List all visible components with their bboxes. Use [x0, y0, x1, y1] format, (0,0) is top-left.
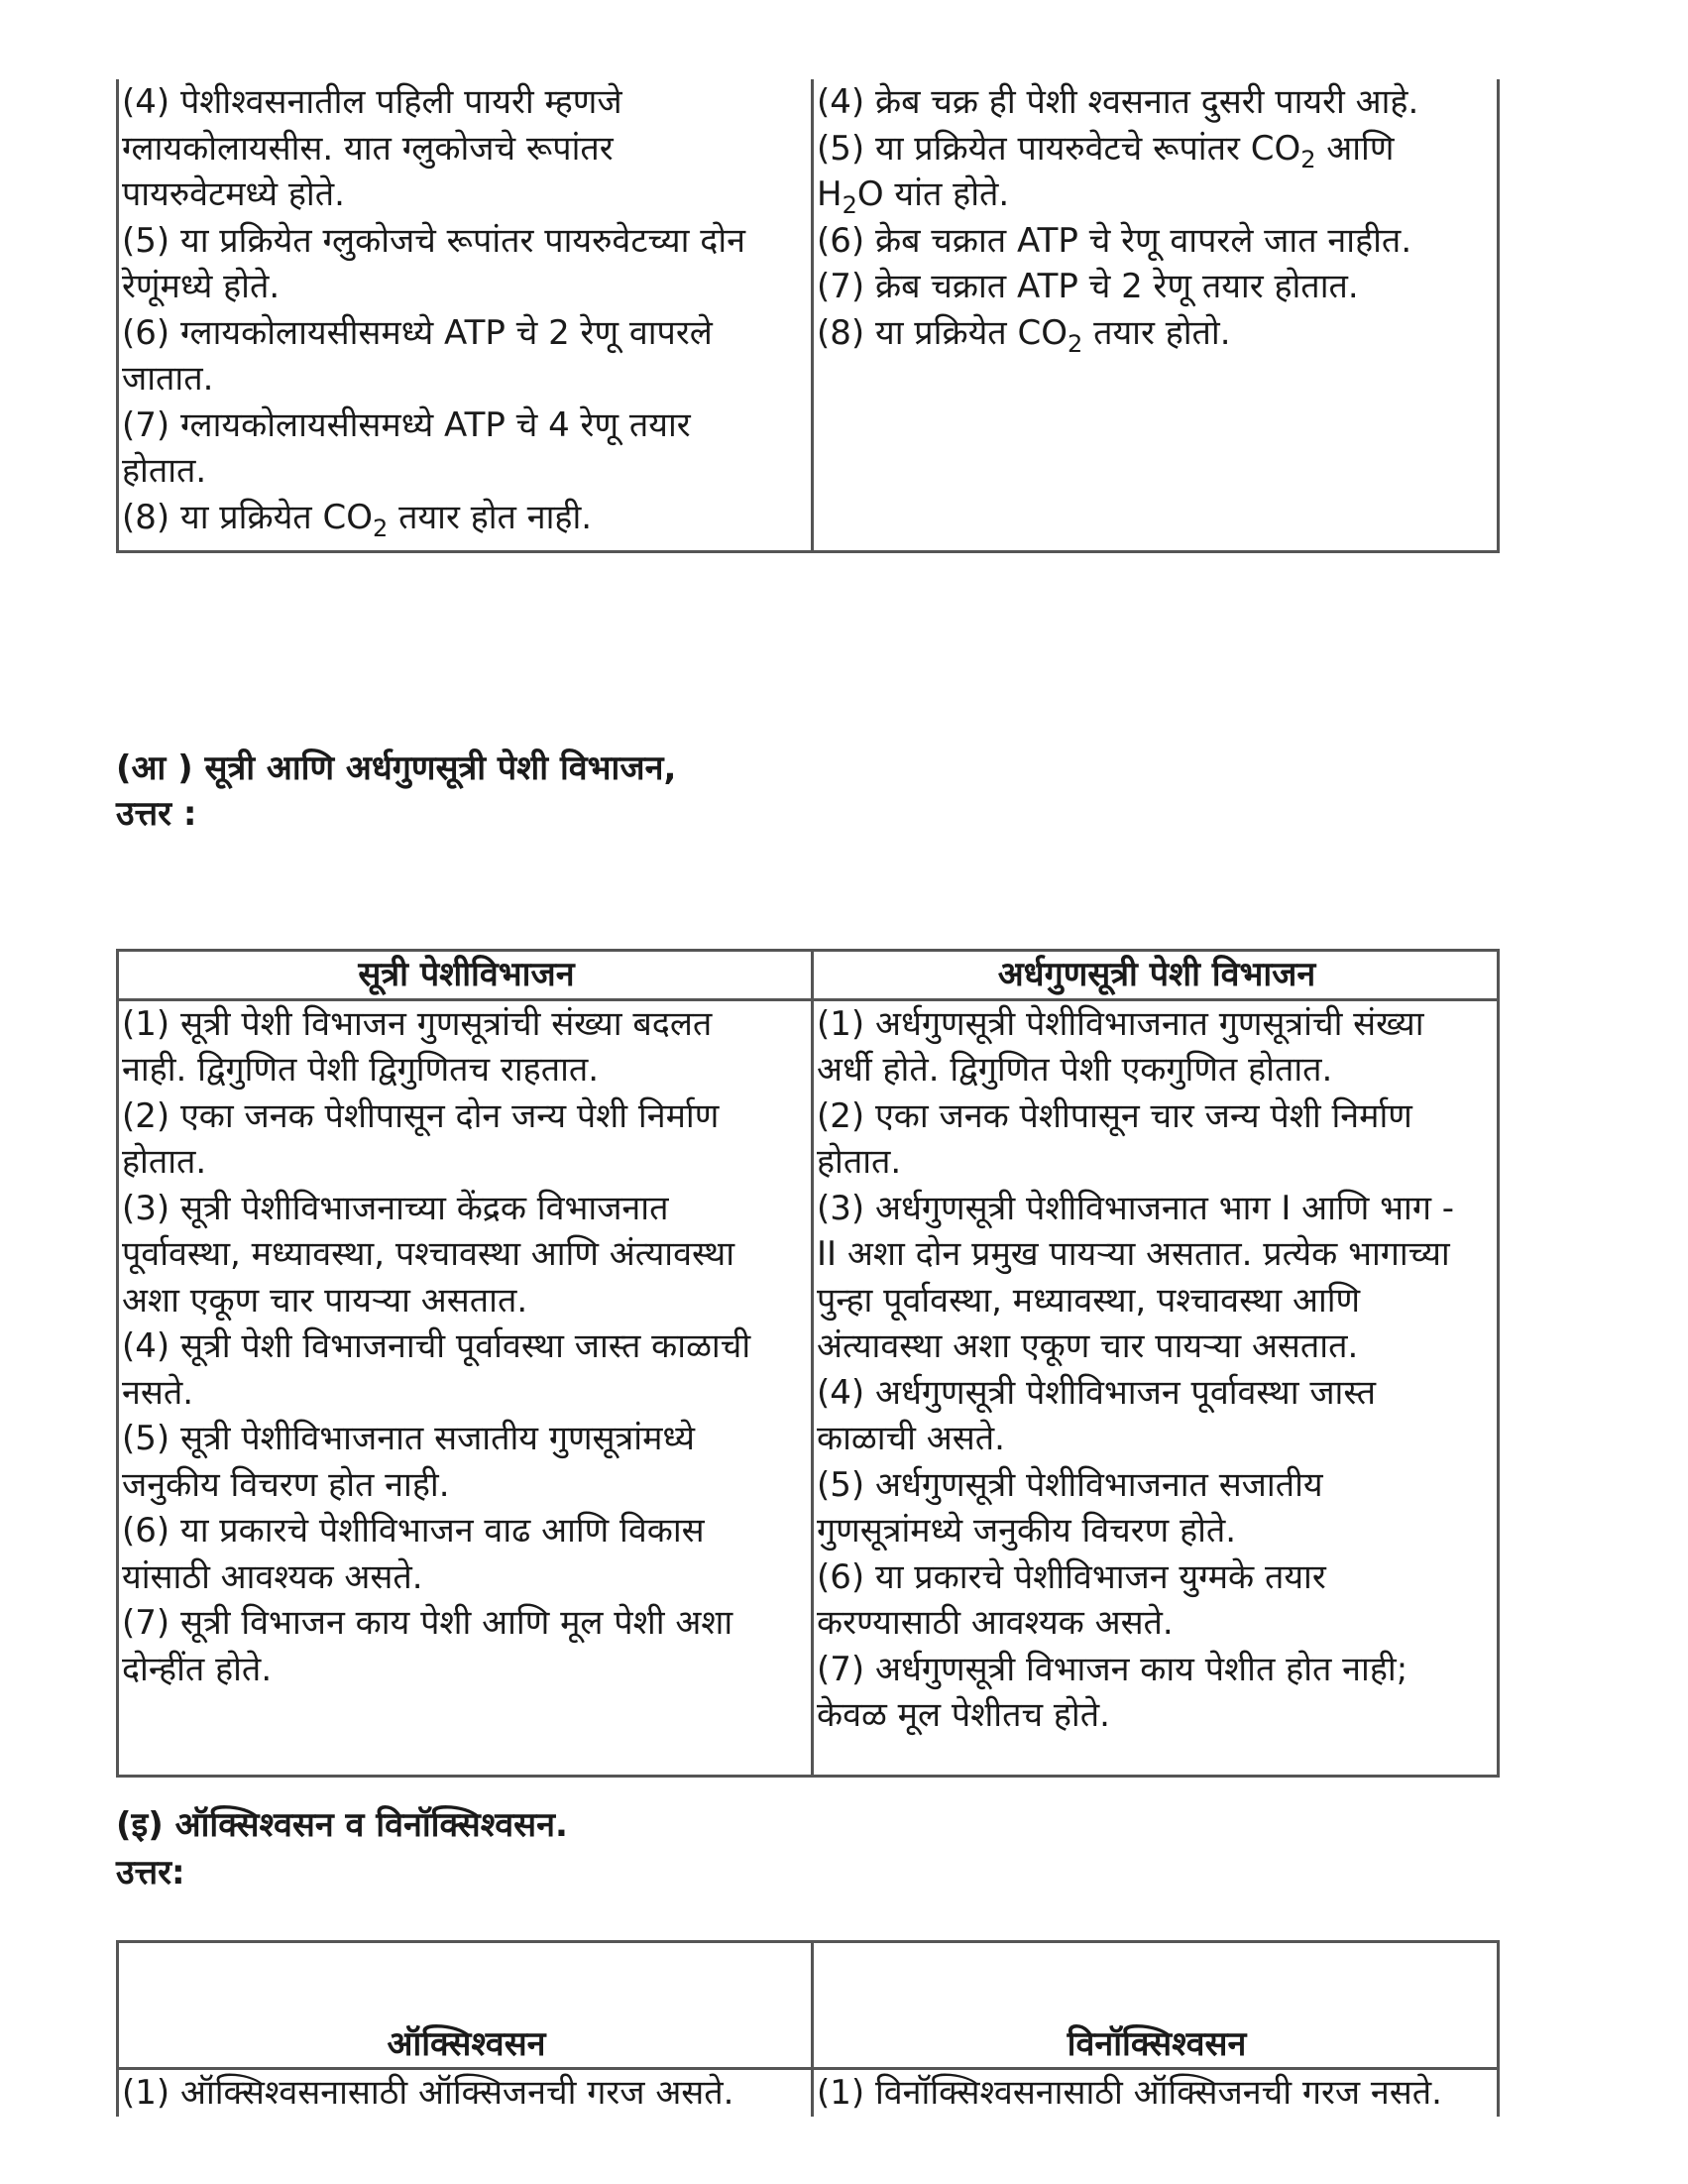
list-item: (5) अर्धगुणसूत्री पेशीविभाजनात सजातीय — [817, 1464, 1323, 1505]
list-item: ग्लायकोलायसीस. यात ग्लुकोजचे रूपांतर — [122, 128, 614, 169]
list-item: जनुकीय विचरण होत नाही. — [122, 1464, 450, 1505]
list-item: (2) एका जनक पेशीपासून चार जन्य पेशी निर्माण — [817, 1095, 1412, 1136]
table-row — [118, 79, 1499, 552]
list-item: (6) ग्लायकोलायसीसमध्ये ATP चे 2 रेणू वापरले — [122, 312, 713, 353]
column-header: विनॉक्सिश्वसन — [813, 1942, 1499, 2069]
list-item: (1) ऑक्सिश्वसनासाठी ऑक्सिजनची गरज असते. — [122, 2073, 734, 2113]
list-item: करण्यासाठी आवश्यक असते. — [817, 1603, 1174, 1643]
list-item: पूर्वावस्था, मध्यावस्था, पश्चावस्था आणि अंत्यावस्था — [122, 1234, 735, 1274]
answer-label: उत्तर: — [116, 1853, 185, 1893]
glycolysis-krebs-table — [116, 79, 1500, 553]
list-item: (1) सूत्री पेशी विभाजन गुणसूत्रांची संख्या बदलत — [122, 1003, 713, 1044]
answer-label: उत्तर : — [116, 794, 197, 834]
list-item: (8) या प्रक्रियेत $CO_2$ तयार होत नाही. — [122, 497, 593, 542]
mitosis-cell — [118, 999, 813, 1777]
list-item: (2) एका जनक पेशीपासून दोन जन्य पेशी निर्माण — [122, 1095, 720, 1136]
list-item: (7) क्रेब चक्रात ATP चे 2 रेणू तयार होतात. — [817, 267, 1359, 306]
aerobic-cell — [118, 2069, 813, 2117]
list-item: अशा एकूण चार पायऱ्या असतात. — [122, 1280, 528, 1321]
list-item: (5) या प्रक्रियेत ग्लुकोजचे रूपांतर पायरुवेटच्या दोन — [122, 220, 745, 261]
list-item: (7) अर्धगुणसूत्री विभाजन काय पेशीत होत नाही; — [817, 1649, 1408, 1689]
column-header: ऑक्सिश्वसन — [118, 1942, 813, 2069]
anaerobic-cell — [813, 2069, 1499, 2117]
mitosis-meiosis-table — [116, 949, 1500, 1778]
list-item: II अशा दोन प्रमुख पायऱ्या असतात. प्रत्येक भागाच्या — [817, 1234, 1450, 1274]
list-item: (6) क्रेब चक्रात ATP चे रेणू वापरले जात नाहीत. — [817, 220, 1412, 261]
list-item: (4) सूत्री पेशी विभाजनाची पूर्वावस्था जास्त काळाची — [122, 1326, 751, 1366]
section-heading: (आ ) सूत्री आणि अर्धगुणसूत्री पेशी विभाजन, — [116, 748, 677, 788]
list-item: (7) सूत्री विभाजन काय पेशी आणि मूल पेशी अशा — [122, 1603, 733, 1643]
section-heading: (इ) ऑक्सिश्वसन व विनॉक्सिश्वसन. — [116, 1805, 568, 1845]
list-item: (1) अर्धगुणसूत्री पेशीविभाजनात गुणसूत्रांची संख्या — [817, 1003, 1424, 1044]
list-item: दोन्हींत होते. — [122, 1649, 273, 1689]
krebs-cycle-cell — [813, 79, 1499, 552]
table-row — [118, 999, 1499, 1777]
column-header: सूत्री पेशीविभाजन — [118, 951, 813, 1000]
aerobic-anaerobic-table — [116, 1940, 1500, 2117]
list-item: (1) विनॉक्सिश्वसनासाठी ऑक्सिजनची गरज नसते. — [817, 2073, 1442, 2113]
list-item: केवळ मूल पेशीतच होते. — [817, 1695, 1110, 1735]
list-item: (4) पेशीश्वसनातील पहिली पायरी म्हणजे — [122, 82, 622, 122]
list-item: (6) या प्रकारचे पेशीविभाजन युग्मके तयार — [817, 1556, 1326, 1597]
table-row — [118, 2069, 1499, 2117]
list-item: (3) अर्धगुणसूत्री पेशीविभाजनात भाग I आणि भाग - — [817, 1188, 1455, 1228]
list-item: गुणसूत्रांमध्ये जनुकीय विचरण होते. — [817, 1511, 1237, 1551]
list-item: (4) क्रेब चक्र ही पेशी श्वसनात दुसरी पायरी आहे. — [817, 82, 1419, 122]
table-header-row — [118, 1942, 1499, 2069]
list-item: रेणूंमध्ये होते. — [122, 267, 281, 306]
list-item: (7) ग्लायकोलायसीसमध्ये ATP चे 4 रेणू तयार — [122, 404, 691, 445]
list-item: नसते. — [122, 1372, 194, 1413]
list-item: काळाची असते. — [817, 1419, 1005, 1458]
list-item: अंत्यावस्था अशा एकूण चार पायऱ्या असतात. — [817, 1326, 1359, 1366]
list-item: अर्धी होते. द्विगुणित पेशी एकगुणित होतात. — [817, 1050, 1333, 1090]
list-item: पायरुवेटमध्ये होते. — [122, 174, 345, 214]
list-item: (5) या प्रक्रियेत पायरुवेटचे रूपांतर $CO_2$ आणि — [817, 128, 1395, 173]
list-item: पुन्हा पूर्वावस्था, मध्यावस्था, पश्चावस्था आणि — [817, 1280, 1361, 1321]
list-item: (8) या प्रक्रियेत $CO_2$ तयार होतो. — [817, 312, 1231, 358]
list-item: (4) अर्धगुणसूत्री पेशीविभाजन पूर्वावस्था जास्त — [817, 1372, 1376, 1413]
list-item: (6) या प्रकारचे पेशीविभाजन वाढ आणि विकास — [122, 1511, 705, 1551]
list-item: $H_2O$ यांत होते. — [817, 174, 1010, 219]
glycolysis-cell — [118, 79, 813, 552]
list-item: नाही. द्विगुणित पेशी द्विगुणितच राहतात. — [122, 1050, 600, 1090]
meiosis-cell — [813, 999, 1499, 1777]
list-item: (3) सूत्री पेशीविभाजनाच्या केंद्रक विभाजनात — [122, 1188, 669, 1228]
list-item: यांसाठी आवश्यक असते. — [122, 1556, 423, 1597]
column-header: अर्धगुणसूत्री पेशी विभाजन — [813, 951, 1499, 1000]
list-item: होतात. — [122, 1142, 207, 1182]
list-item: होतात. — [122, 451, 207, 491]
list-item: होतात. — [817, 1142, 902, 1182]
list-item: जातात. — [122, 359, 214, 399]
table-header-row — [118, 951, 1499, 1000]
list-item: (5) सूत्री पेशीविभाजनात सजातीय गुणसूत्रांमध्ये — [122, 1419, 695, 1458]
